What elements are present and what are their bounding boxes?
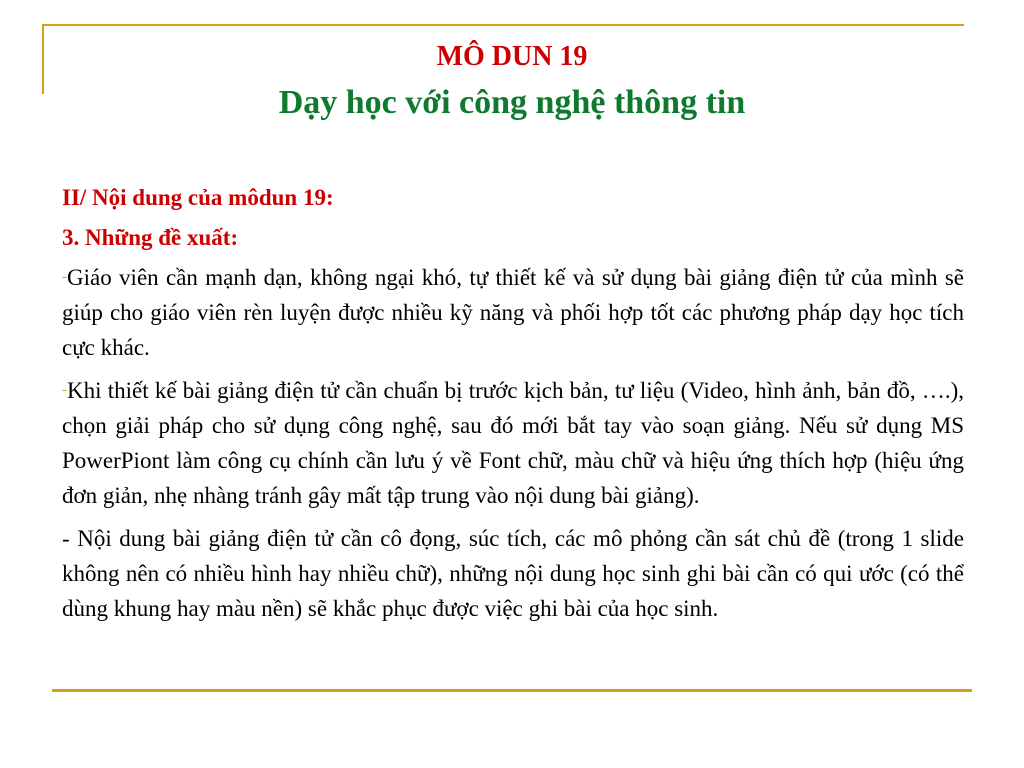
paragraph-1 xyxy=(62,260,964,365)
bullet-dash-2: - xyxy=(62,382,67,398)
frame-top-line xyxy=(42,24,964,26)
module-subtitle: Dạy học với công nghệ thông tin xyxy=(278,84,746,121)
section-heading: II/ Nội dung của môdun 19: xyxy=(62,185,334,210)
slide-content xyxy=(62,180,964,634)
module-title: MÔ DUN 19 xyxy=(436,41,588,72)
paragraph-3 xyxy=(62,521,964,626)
frame-bottom-line xyxy=(52,689,972,692)
paragraph-2 xyxy=(62,373,964,513)
subsection-heading: 3. Những đề xuất: xyxy=(62,225,239,250)
bullet-dash-1: - xyxy=(62,269,67,285)
paragraph-3-text: - Nội dung bài giảng điện tử cần cô đọng, súc tích, các mô phỏng cần sát chủ đề (trong 1 slide không nên có nhiều hình hay nhiều chữ), những nội dung học sinh ghi bài cần có qui ước (có thể dùng khung hay màu nền) sẽ khắc phục được việc ghi bài của học sinh. xyxy=(62,526,964,621)
paragraph-2-text: Khi thiết kế bài giảng điện tử cần chuẩn bị trước kịch bản, tư liệu (Video, hình ảnh, bản đồ, ….), chọn giải pháp cho sử dụng công nghệ, sau đó mới bắt tay vào soạn giảng. Nếu sử dụng MS PowerPiont làm công cụ chính cần lưu ý về Font chữ, màu chữ và hiệu ứng thích hợp (hiệu ứng đơn giản, nhẹ nhàng tránh gây mất tập trung vào nội dung bài giảng). xyxy=(62,378,964,508)
paragraph-1-text: Giáo viên cần mạnh dạn, không ngại khó, tự thiết kế và sử dụng bài giảng điện tử của mình sẽ giúp cho giáo viên rèn luyện được nhiều kỹ năng và phối hợp tốt các phương pháp dạy học tích cực khác. xyxy=(62,265,964,360)
